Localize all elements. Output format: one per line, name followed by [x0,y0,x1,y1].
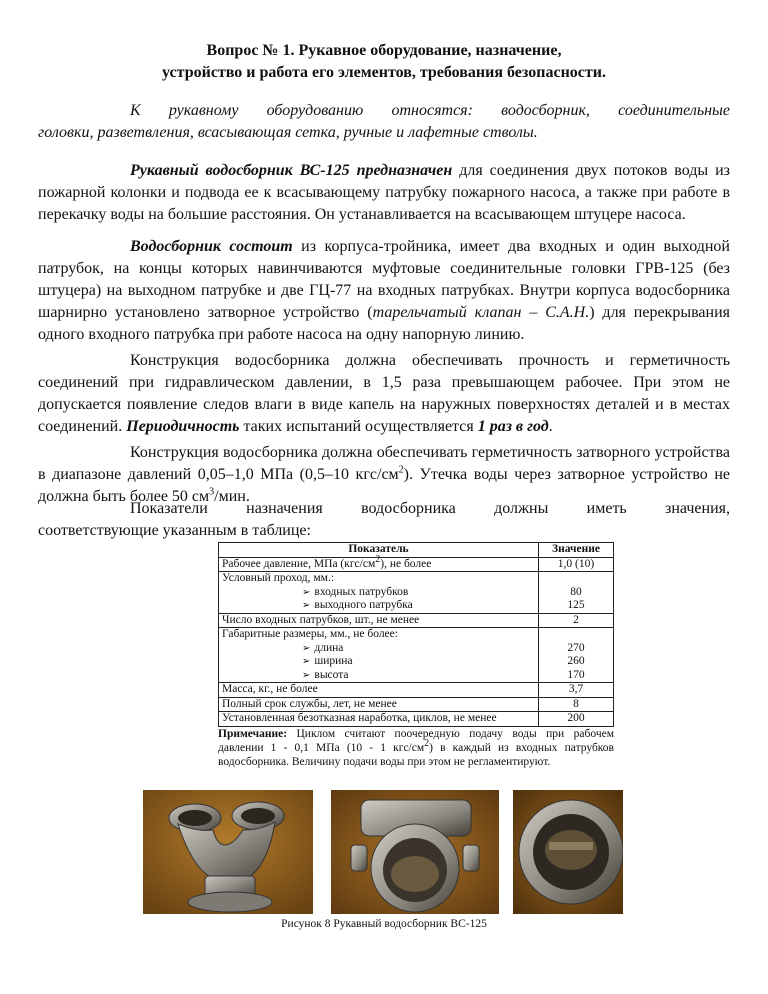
table-row [219,557,614,572]
photo-collector-side [143,790,313,914]
title-line-2: устройство и работа его элементов, требования безопасности. [162,64,606,81]
row-nominal-bore-label: Условный проход, мм.: ➢ входных патрубков ➢ выходного патрубка [219,572,539,614]
table-row [219,572,614,614]
row-service-life-value: 8 [539,697,614,712]
row-dimensions-values: 270 260 170 [539,628,614,683]
row-mass-label: Масса, кг., не более [219,683,539,698]
table-row [219,683,614,698]
row-inlet-count-label: Число входных патрубков, шт., не менее [219,613,539,628]
row-working-pressure-label: Рабочее давление, МПа $(кгс/см^2)$, не более [219,557,539,572]
row-service-life-label: Полный срок службы, лет, не менее [219,697,539,712]
paragraph-strength-requirements [38,350,730,438]
tightness-sup-2: 3 [209,486,215,498]
photo-collector-inside [513,790,623,914]
arrow-bullet-icon: ➢ [302,600,311,611]
intro-line-2: головки, разветвления, всасывающая сетка, ручные и лафетные стволы. [38,124,538,141]
table-row [219,613,614,628]
arrow-bullet-icon: ➢ [302,656,311,667]
photo-collector-front [331,790,499,914]
header-parameter: Показатель [219,543,539,558]
row-inlet-count-value: 2 [539,613,614,628]
tightness-text-2: ). Утечка воды через затворное устройство не должна быть более 50 см [38,466,730,505]
tightness-sup-1: 2 [398,464,404,476]
row-mtbf-label: Установленная безотказная наработка, циклов, не менее [219,712,539,727]
header-value: Значение [539,543,614,558]
table-note: Примечание: Циклом считают поочередную подачу воды при рабочем давлении 1 - 0,1 МПа (10 - 1 кгс/$см^2$) в каждый из входных патрубков водосборника. Величину подачи воды при этом не регламентируют. [218,728,614,768]
page-title [40,40,728,84]
collector-purpose-text: для соединения двух потоков воды из пожарной колонки и подвода ее к всасывающему патрубку пожарного насоса, а также при работе в перекачку воды на большие расстояния. Он устанавливается на всасывающем штуцере насоса. [38,162,730,223]
strength-periodicity: Периодичность [126,418,240,435]
arrow-bullet-icon: ➢ [302,669,311,681]
specification-table [218,542,614,727]
row-dimensions-label: Габаритные размеры, мм., не более: ➢ длина ➢ ширина ➢ высота [219,628,539,683]
intro-line-1: К рукавному оборудованию относятся: водосборник, соединительные [130,102,730,119]
collector-purpose-lead: Рукавный водосборник ВС-125 предназначен [130,162,453,179]
strength-frequency: 1 раз в год [477,418,549,435]
collector-structure-lead: Водосборник состоит [130,238,293,255]
tightness-text-1: Конструкция водосборника должна обеспечивать герметичность затворного устройства в диапазоне давлений 0,05–1,0 МПа (0,5–10 кгс/см [38,444,730,483]
collector-structure-text-2: ) для перекрывания одного входного патрубка при работе насоса на одну напорную линию. [38,304,731,343]
collector-structure-italic: тарельчатый клапан – С.А.Н. [372,304,590,321]
arrow-bullet-icon: ➢ [302,642,311,654]
figure-caption: Рисунок 8 Рукавный водосборник ВС-125 [281,918,487,930]
row-working-pressure-value: 1,0 (10) [539,557,614,572]
row-mtbf-value: 200 [539,712,614,727]
strength-text-3: . [548,418,553,435]
table-row [219,712,614,727]
row-nominal-bore-values: 80 125 [539,572,614,614]
table-intro-line-2: соответствующие указанным в таблице: [38,522,311,539]
strength-text-2: таких испытаний осуществляется [239,418,478,435]
table-row [219,628,614,683]
paragraph-collector-structure [38,236,730,346]
paragraph-collector-purpose [38,160,730,226]
tightness-text-3: /мин. [214,488,250,505]
title-line-1: Вопрос № 1. Рукавное оборудование, назначение, [206,42,562,59]
note-label: Примечание: [218,728,288,740]
table-header-row [219,543,614,558]
table-row [219,697,614,712]
table-intro-line-1: Показатели назначения водосборника должны иметь значения, [130,500,730,517]
row-mass-value: 3,7 [539,683,614,698]
arrow-bullet-icon: ➢ [302,586,311,598]
collector-structure-text-1: из корпуса-тройника, имеет два входных и один выходной патрубок, на концы которых навинчиваются муфтовые соединительные головки ГРВ-125 (без штуцера) на выходном патрубке и две ГЦ-77 на входных патрубках. Внутри корпуса водосборника шарнирно установлено затворное устройство ( [38,238,730,321]
strength-text-1: Конструкция водосборника должна обеспечивать прочность и герметичность соединений при гидравлическом давлении, в 1,5 раза превышающем рабочее. При этом не допускается появление следов влаги в виде капель на наружных поверхностях деталей и в местах соединений. [38,352,730,435]
